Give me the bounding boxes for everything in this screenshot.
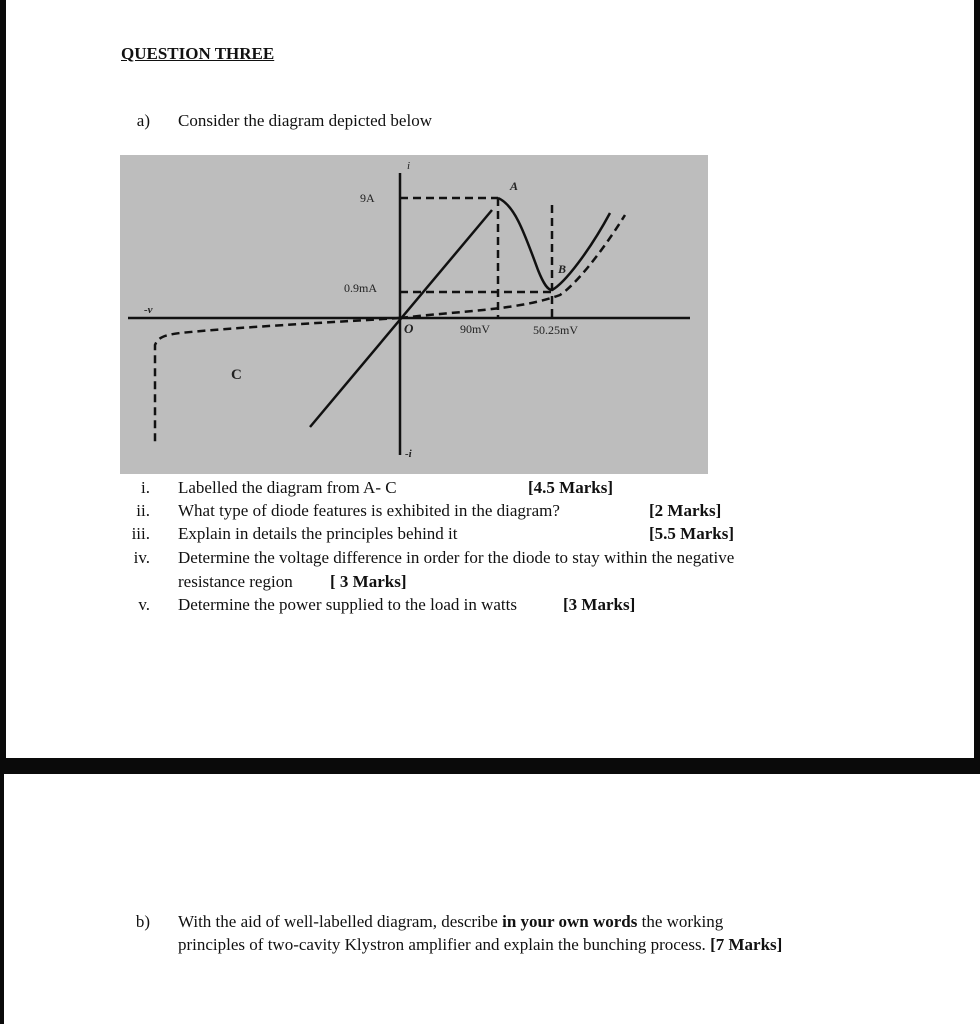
label-50-25mv: 50.25mV	[533, 323, 578, 337]
q-i-marks: [4.5 Marks]	[528, 478, 613, 497]
q-iii-marks: [5.5 Marks]	[649, 524, 734, 543]
question-title: QUESTION THREE	[121, 44, 275, 63]
part-b-marks: [7 Marks]	[710, 935, 783, 954]
part-a-label: a)	[136, 111, 150, 130]
part-b-line2-text: principles of two-cavity Klystron amplifier and explain the bunching process.	[178, 935, 706, 954]
q-i-num: i.	[141, 478, 150, 497]
label-neg-v: -v	[144, 304, 153, 316]
part-b-line1-bold: in your own words	[502, 912, 638, 931]
q-iii-num: iii.	[131, 524, 150, 543]
page-bottom	[4, 774, 980, 1024]
label-c: C	[231, 367, 242, 383]
q-iv-text: Determine the voltage difference in order for the diode to stay within the negative	[178, 548, 735, 567]
label-origin: O	[404, 321, 414, 336]
label-0-9ma: 0.9mA	[344, 281, 377, 295]
q-v-num: v.	[138, 595, 150, 614]
diode-dashed-curve	[400, 215, 625, 318]
label-90mv: 90mV	[460, 322, 490, 336]
q-v-marks: [3 Marks]	[563, 595, 636, 614]
label-neg-i: -i	[405, 448, 412, 460]
label-a: A	[510, 179, 519, 193]
q-v-text: Determine the power supplied to the load in watts	[178, 595, 517, 614]
tunnel-diode-iv-diagram	[120, 155, 708, 474]
q-iii-text: Explain in details the principles behind it	[178, 524, 458, 543]
label-i: i	[407, 160, 411, 172]
part-b-line1-pre: With the aid of well-labelled diagram, describe	[178, 912, 503, 931]
label-b: B	[558, 262, 567, 276]
part-a-intro: Consider the diagram depicted below	[178, 111, 432, 130]
part-b-line1-post: the working	[637, 912, 724, 931]
label-9a: 9A	[360, 191, 375, 205]
q-ii-num: ii.	[136, 501, 150, 520]
iv-curve	[498, 198, 610, 290]
q-iv-num: iv.	[133, 548, 150, 567]
reverse-dashed-curve	[155, 318, 400, 445]
q-iv-text2: resistance region	[178, 572, 293, 591]
part-b-line1	[178, 912, 723, 932]
q-ii-marks: [2 Marks]	[649, 501, 722, 520]
q-iv-marks: [ 3 Marks]	[330, 572, 407, 591]
q-i-text: Labelled the diagram from A- C	[178, 478, 397, 497]
q-ii-text: What type of diode features is exhibited in the diagram?	[178, 501, 560, 520]
part-b-label: b)	[135, 912, 150, 931]
part-b-line2	[178, 935, 782, 955]
